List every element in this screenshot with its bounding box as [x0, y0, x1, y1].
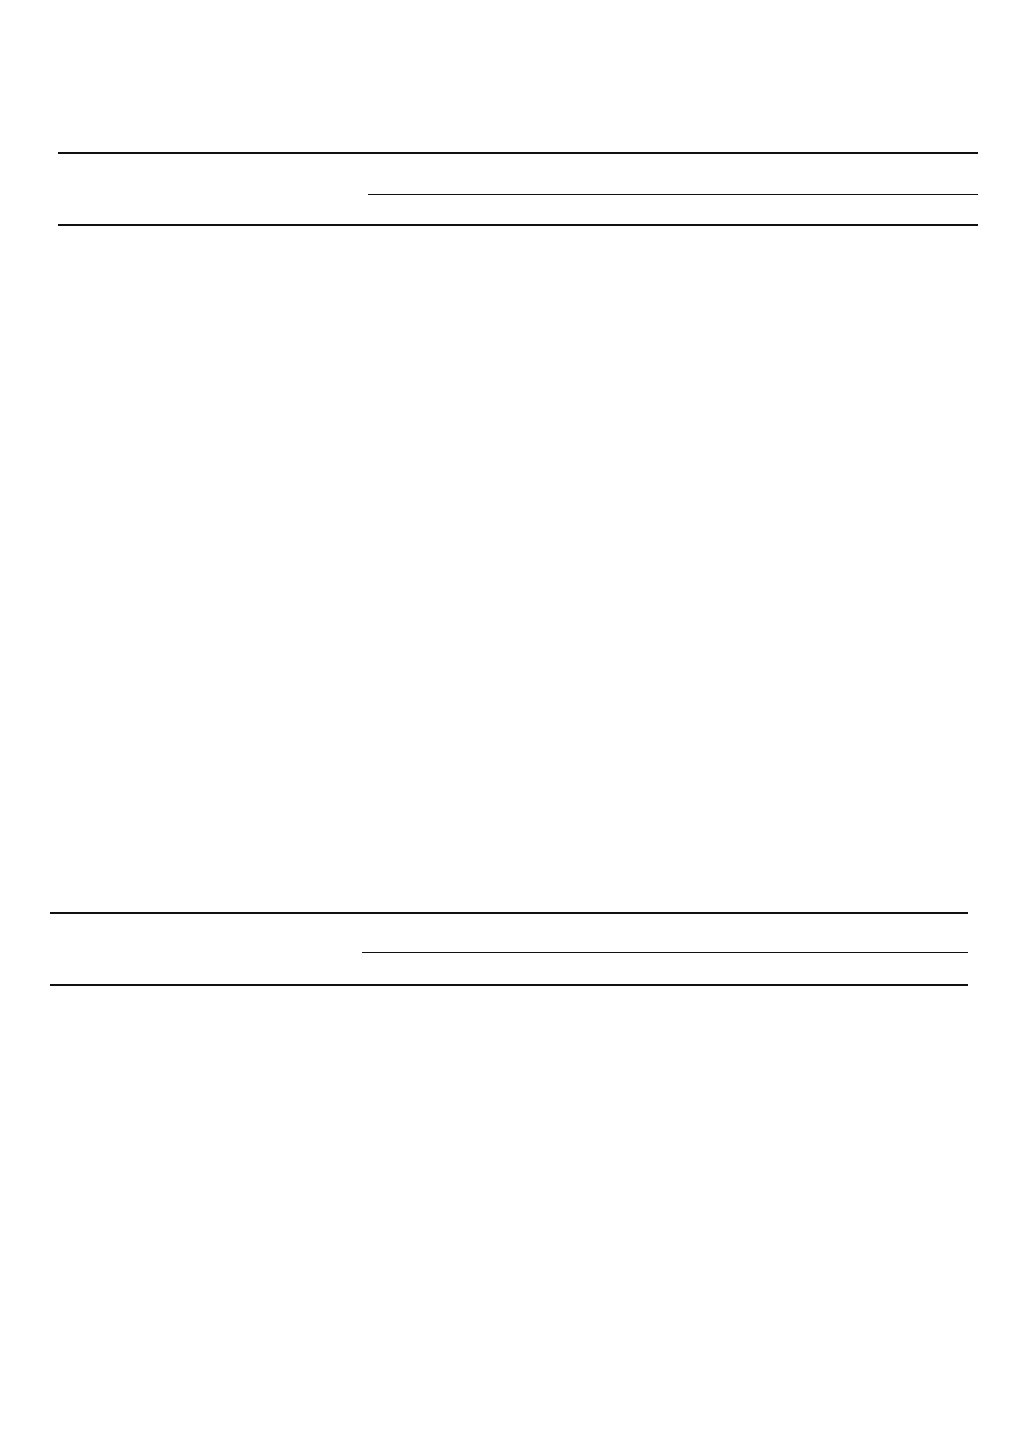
table10-mid-rule — [362, 952, 968, 953]
page-header — [58, 34, 170, 52]
table9-bottom-rule — [58, 224, 978, 226]
table10-top-rule — [50, 912, 968, 914]
table9-mid-rule — [368, 194, 978, 195]
table9-top-rule — [58, 152, 978, 154]
table10-bottom-rule — [50, 984, 968, 986]
